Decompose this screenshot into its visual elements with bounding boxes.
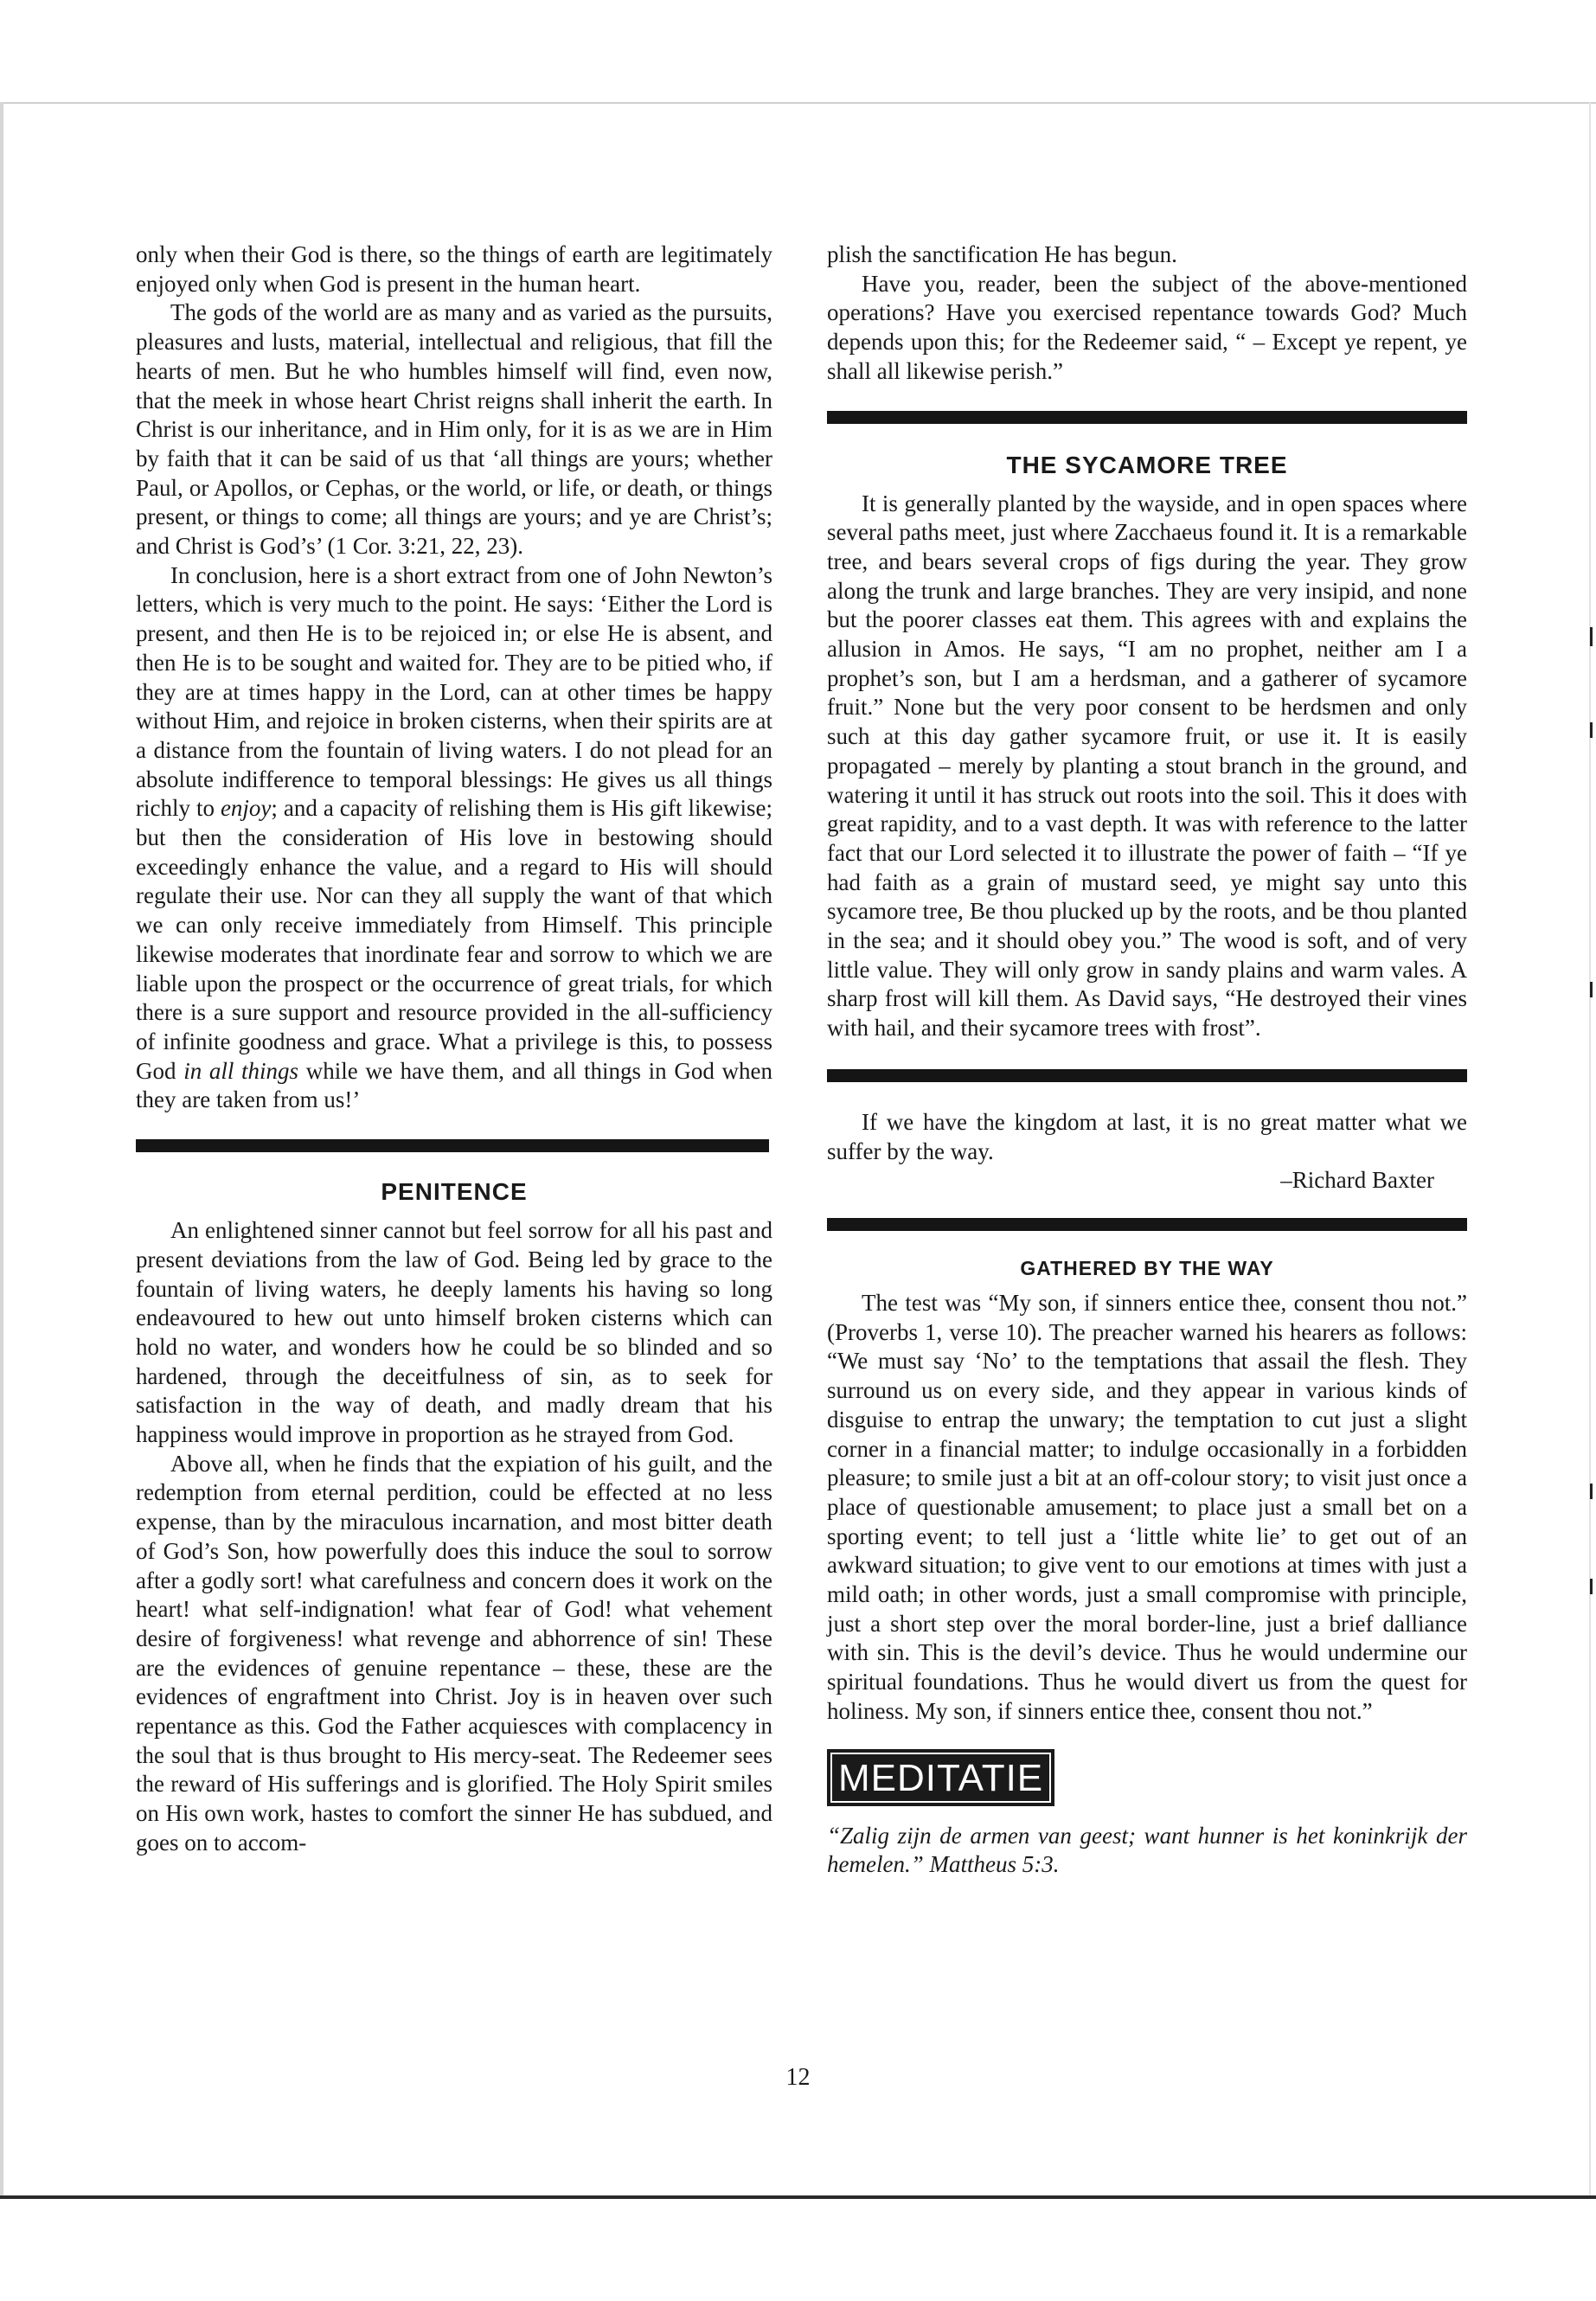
newton-emphasis-enjoy: enjoy	[220, 795, 272, 822]
gathered-paragraph: The test was “My son, if sinners entice thee, consent thou not.” (Proverbs 1, verse 10). The preacher warned his hearers as follows: “We must say ‘No’ to the temptations that assail the flesh. They surround us on every side, and they appear in various kinds of disguise to entrap the unwary; the temptation to cut just a slight corner in a financial matter; to indulge occasionally in a forbidden pleasure; to smile just a bit at an off-colour story; to visit just once a place of questionable amusement; to place just a small bet on a sporting event; to tell just a ‘little white lie’ to get out of an awkward situation; to give vent to our emotions at times with just a mild oath; in other words, just a small compromise with principle, just a short step over the moral border-line, just a brief dalliance with sin. This is the devil’s device. Thus he would undermine our spiritual foundations. Thus he would divert us from the quest for holiness. My son, if sinners entice thee, consent thou not.”	[827, 1289, 1467, 1724]
penitence-paragraph-2: Above all, when he finds that the expiation of his guilt, and the redemption from eternal perdition, could be effected at no less expense, than by the miraculous incarnation, and most bitter death of God’s Son, how powerfully does this induce the soul to sorrow after a godly sort! what carefulness and concern does it work on the heart! what self-indignation! what fear of God! what vehement desire of forgiveness! what revenge and abhorrence of sin! These are the evidences of genuine repentance – these, these are the evidences of engraftment into Christ. Joy is in heaven over such repentance as this. God the Father acquiesces with complacency in the soul that is thus brought to His mercy-seat. The Redeemer sees the reward of His sufferings and is glorified. The Holy Spirit smiles on His own work, hastes to comfort the sinner He has subdued, and goes on to accom-	[136, 1450, 772, 1856]
scan-edge-left	[0, 102, 3, 2195]
newton-text-c: while we have them, and all things in God when they are taken from us!’	[136, 1057, 773, 1113]
penitence-paragraph-1: An enlightened sinner cannot but feel sorrow for all his past and present deviations from the law of God. Being led by grace to the fountain of living waters, he deeply laments his having so long endeavoured to hew out unto himself broken cisterns which can hold no water, and wonders how he could be so blinded and so hardened, through the deceitfulness of sin, as to seek for satisfaction in the way of death, and madly dream that his happiness would improve in proportion as he strayed from God.	[136, 1217, 772, 1448]
scan-edge-top	[0, 102, 1596, 104]
left-column	[136, 240, 772, 1858]
margin-mark	[1590, 627, 1593, 646]
intro-paragraph-2: The gods of the world are as many and as varied as the pursuits, pleasures and lusts, material, intellectual and religious, that fill the hearts of men. But he who humbles himself will find, even now, that the meek in whose heart Christ reigns shall inherit the earth. In Christ is our inheritance, and in Him only, for it is as we are in Him by faith that it can be said of us that ‘all things are yours; whether Paul, or Apollos, or Cephas, or the world, or life, or death, or things present, or things to come; all things are yours; and ye are Christ’s; and Christ is God’s’ (1 Cor. 3:21, 22, 23).	[136, 299, 772, 560]
newton-text-b: ; and a capacity of relishing them is His gift likewise; but then the consideration of His love in bestowing should exceedingly enhance the value, and a regard to His will should regulate their use. Nor can they all supply the want of that which we can only receive immediately from Himself. This principle likewise moderates that inordinate fear and sorrow to which we are liable upon the prospect or the occurrence of great trials, for which there is a sure support and resource provided in the all-sufficiency of infinite goodness and grace. What a privilege is this, to possess God	[136, 795, 772, 1084]
newton-letter-paragraph	[136, 561, 772, 1115]
newton-text-a: In conclusion, here is a short extract from one of John Newton’s letters, which is very much to the point. He says: ‘Either the Lord is present, and then He is to be rejoiced in; or else He is absent, and then He is to be sought and waited for. They are to be pitied who, if they are at times happy in the Lord, can at other times be happy without Him, and rejoice in broken cisterns, when their spirits are at a distance from the fountain of living waters. I do not plead for an absolute indifference to temporal blessings: He gives us all things richly to	[136, 561, 772, 822]
sycamore-paragraph: It is generally planted by the wayside, and in open spaces where several paths meet, just where Zacchaeus found it. It is a remarkable tree, and bears several crops of figs during the year. They grow along the trunk and large branches. They are very insipid, and none but the poorer classes eat them. This agrees with and explains the allusion in Amos. He says, “I am no prophet, neither am I a prophet’s son, but I am a herdsman, and a gatherer of sycamore fruit.” None but the very poor consent to be herdsmen and only such at this day gather sycamore fruit, or use it. It is easily propagated – merely by planting a stout branch in the ground, and watering it until it has struck out roots into the soil. This it does with great rapidity, and to a vast depth. It was with reference to the latter fact that our Lord selected it to illustrate the power of faith – “If ye had faith as a grain of mustard seed, ye might say unto this sycamore tree, Be thou plucked up by the roots, and be thou planted in the sea; and it should obey you.” The wood is soft, and of very little value. They will only grow in sandy plains and warm vales. A sharp frost will kill them. As David says, “He destroyed their vines with hail, and their sycamore trees with frost”.	[827, 490, 1467, 1042]
margin-mark	[1590, 1579, 1593, 1594]
margin-mark	[1590, 722, 1593, 738]
penitence-continued-2: Have you, reader, been the subject of the above-mentioned operations? Have you exercised repentance towards God? Much depends upon this; for the Redeemer said, “ – Except ye repent, ye shall all likewise perish.”	[827, 270, 1467, 384]
penitence-heading: PENITENCE	[381, 1178, 528, 1206]
sycamore-heading: THE SYCAMORE TREE	[1006, 451, 1288, 478]
meditatie-banner: MEDITATIE	[827, 1749, 1054, 1806]
intro-paragraph-1: only when their God is there, so the things of earth are legitimately enjoyed only when God is present in the human heart.	[136, 241, 772, 297]
newton-emphasis-all-things: in all things	[183, 1057, 299, 1084]
section-divider	[827, 1069, 1467, 1082]
section-divider	[136, 1139, 769, 1152]
meditatie-verse: “Zalig zijn de armen van geest; want hunner is het koninkrijk der hemelen.” Mattheus 5:3.	[827, 1822, 1467, 1878]
scan-edge-bottom	[0, 2195, 1596, 2199]
margin-mark	[1590, 982, 1593, 997]
scan-edge-right	[1589, 102, 1591, 2195]
section-divider	[827, 411, 1467, 424]
margin-mark	[1590, 1484, 1593, 1499]
penitence-continued-1: plish the sanctification He has begun.	[827, 241, 1177, 267]
right-column	[827, 240, 1467, 1880]
baxter-quote: If we have the kingdom at last, it is no great matter what we suffer by the way.	[827, 1108, 1467, 1164]
section-divider	[827, 1218, 1467, 1231]
gathered-heading: GATHERED BY THE WAY	[1020, 1256, 1274, 1279]
page-number: 12	[785, 2064, 811, 2091]
baxter-attribution: –Richard Baxter	[1280, 1167, 1434, 1194]
